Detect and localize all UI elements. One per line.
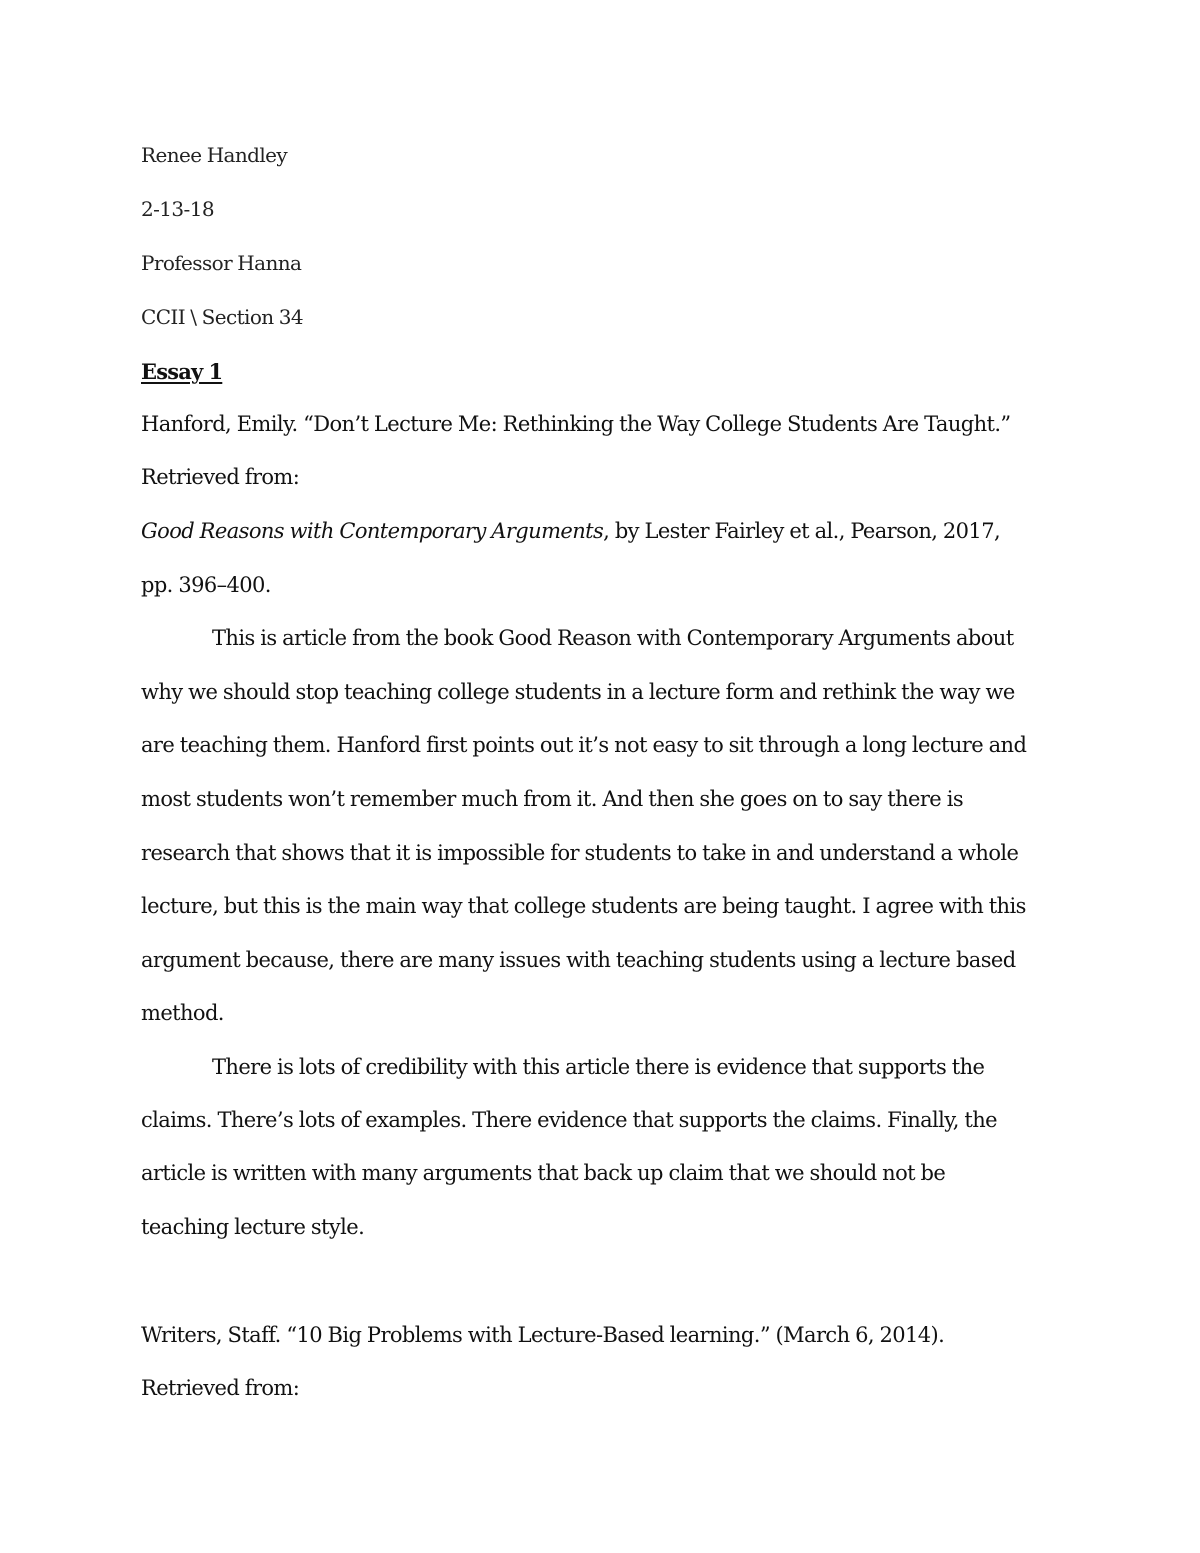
- citation-1-line-2: Retrieved from:: [141, 465, 300, 489]
- citation-2-line-1: Writers, Staff. “10 Big Problems with Lecture-Based learning.” (March 6, 2014).: [141, 1323, 945, 1347]
- paragraph-1-line: research that shows that it is impossible for students to take in and understand a whole: [141, 841, 1019, 865]
- essay-title: Essay 1: [141, 359, 223, 384]
- citation-1-line-1: Hanford, Emily. “Don’t Lecture Me: Rethinking the Way College Students Are Taught.”: [141, 412, 1011, 436]
- course-section: CCII \ Section 34: [141, 305, 304, 329]
- paragraph-2-line: article is written with many arguments that back up claim that we should not be: [141, 1161, 946, 1185]
- citation-1-publisher: , by Lester Fairley et al., Pearson, 2017,: [603, 519, 1001, 543]
- paragraph-1-line: why we should stop teaching college students in a lecture form and rethink the way we: [141, 680, 1015, 704]
- paragraph-2-line: claims. There’s lots of examples. There evidence that supports the claims. Finally, the: [141, 1108, 997, 1132]
- paragraph-1-line: argument because, there are many issues with teaching students using a lecture based: [141, 948, 1016, 972]
- professor-name: Professor Hanna: [141, 251, 302, 275]
- date: 2-13-18: [141, 197, 214, 221]
- paragraph-1-line: lecture, but this is the main way that college students are being taught. I agree with this: [141, 894, 1026, 918]
- paragraph-1-line: are teaching them. Hanford first points out it’s not easy to sit through a long lecture and: [141, 733, 1027, 757]
- paragraph-1-line: This is article from the book Good Reason with Contemporary Arguments about: [212, 626, 1014, 650]
- author-name: Renee Handley: [141, 143, 288, 167]
- citation-2-line-2: Retrieved from:: [141, 1376, 300, 1400]
- book-title: Good Reasons with Contemporary Arguments: [141, 519, 604, 543]
- paragraph-1-line: method.: [141, 1001, 224, 1025]
- paragraph-2-line: teaching lecture style.: [141, 1215, 365, 1239]
- paragraph-1-line: most students won’t remember much from it. And then she goes on to say there is: [141, 787, 963, 811]
- citation-1-line-3: [141, 519, 1000, 543]
- citation-1-line-4: pp. 396–400.: [141, 573, 271, 597]
- paragraph-2-line: There is lots of credibility with this article there is evidence that supports the: [212, 1055, 985, 1079]
